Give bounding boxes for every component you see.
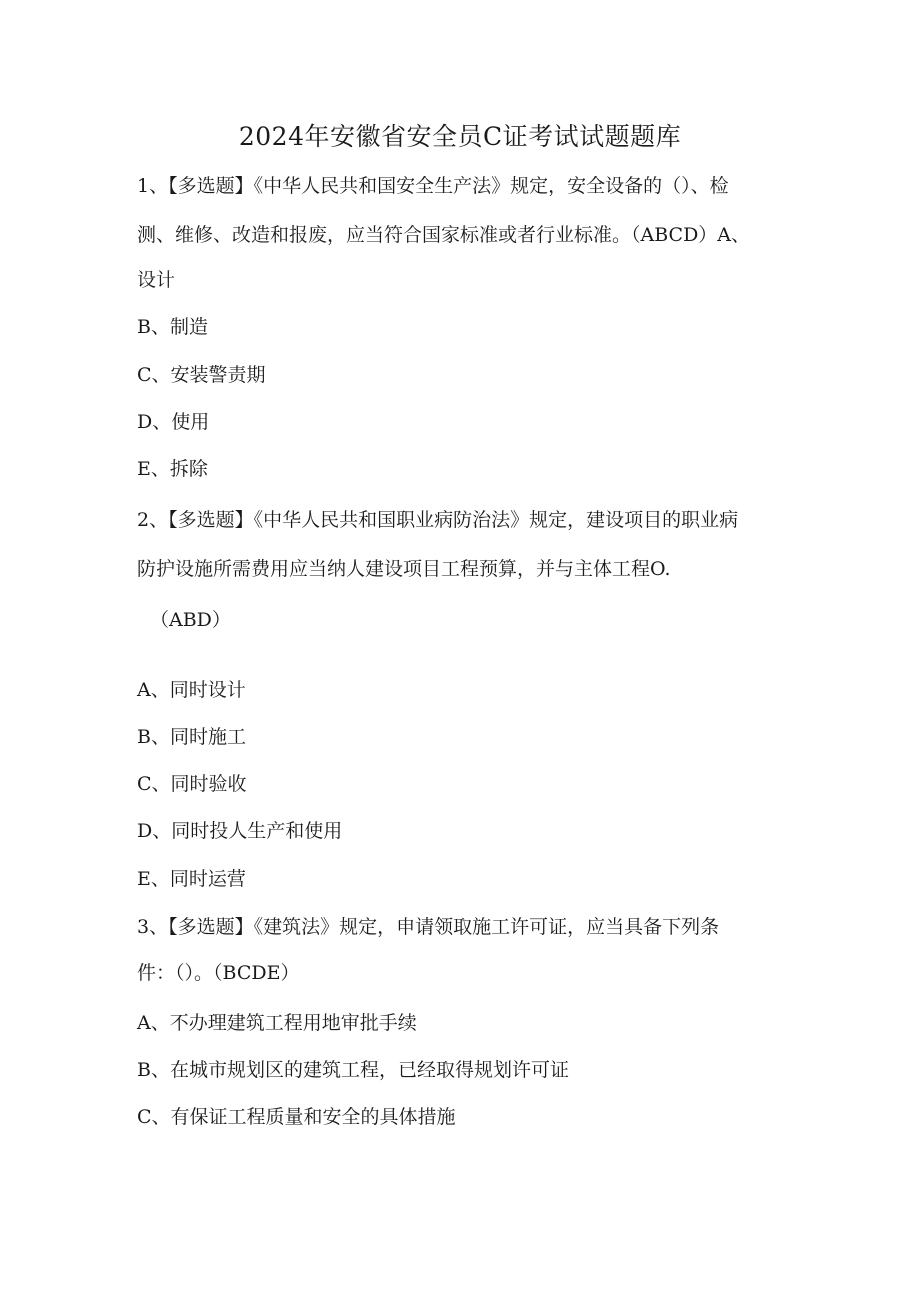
question-3-line-2: 件：（）。（BCDE） — [137, 962, 300, 984]
question-3-line-1: 3、【多选题】《建筑法》规定，申请领取施工许可证，应当具备下列条 — [137, 916, 720, 938]
question-1-line-1: 1、【多选题】《中华人民共和国安全生产法》规定，安全设备的（）、检 — [137, 175, 729, 197]
question-3-option-a: A、不办理建筑工程用地审批手续 — [137, 1012, 417, 1034]
question-1-option-c: C、安装警责期 — [137, 364, 266, 386]
question-3-option-c: C、有保证工程质量和安全的具体措施 — [137, 1106, 456, 1128]
question-2-line-2: 防护设施所需费用应当纳人建设项目工程预算，并与主体工程O. — [137, 558, 671, 580]
question-2-option-e: E、同时运营 — [137, 868, 246, 890]
question-3-option-b: B、在城市规划区的建筑工程，已经取得规划许可证 — [137, 1059, 569, 1081]
question-2-option-b: B、同时施工 — [137, 726, 246, 748]
question-1-line-2: 测、维修、改造和报废，应当符合国家标准或者行业标准。（ABCD）A、 — [137, 224, 751, 246]
question-2-option-c: C、同时验收 — [137, 773, 247, 795]
question-2-answer: （ABD） — [150, 609, 231, 631]
question-1-option-d: D、使用 — [137, 411, 210, 433]
question-1-option-b: B、制造 — [137, 316, 208, 338]
question-1-line-3: 设计 — [137, 269, 176, 291]
question-2-line-1: 2、【多选题】《中华人民共和国职业病防治法》规定，建设项目的职业病 — [137, 509, 739, 531]
question-2-option-a: A、同时设计 — [137, 679, 246, 701]
question-2-option-d: D、同时投人生产和使用 — [137, 820, 343, 842]
question-1-option-e: E、拆除 — [137, 458, 208, 480]
document-title: 2024年安徽省安全员C证考试试题题库 — [238, 122, 682, 151]
